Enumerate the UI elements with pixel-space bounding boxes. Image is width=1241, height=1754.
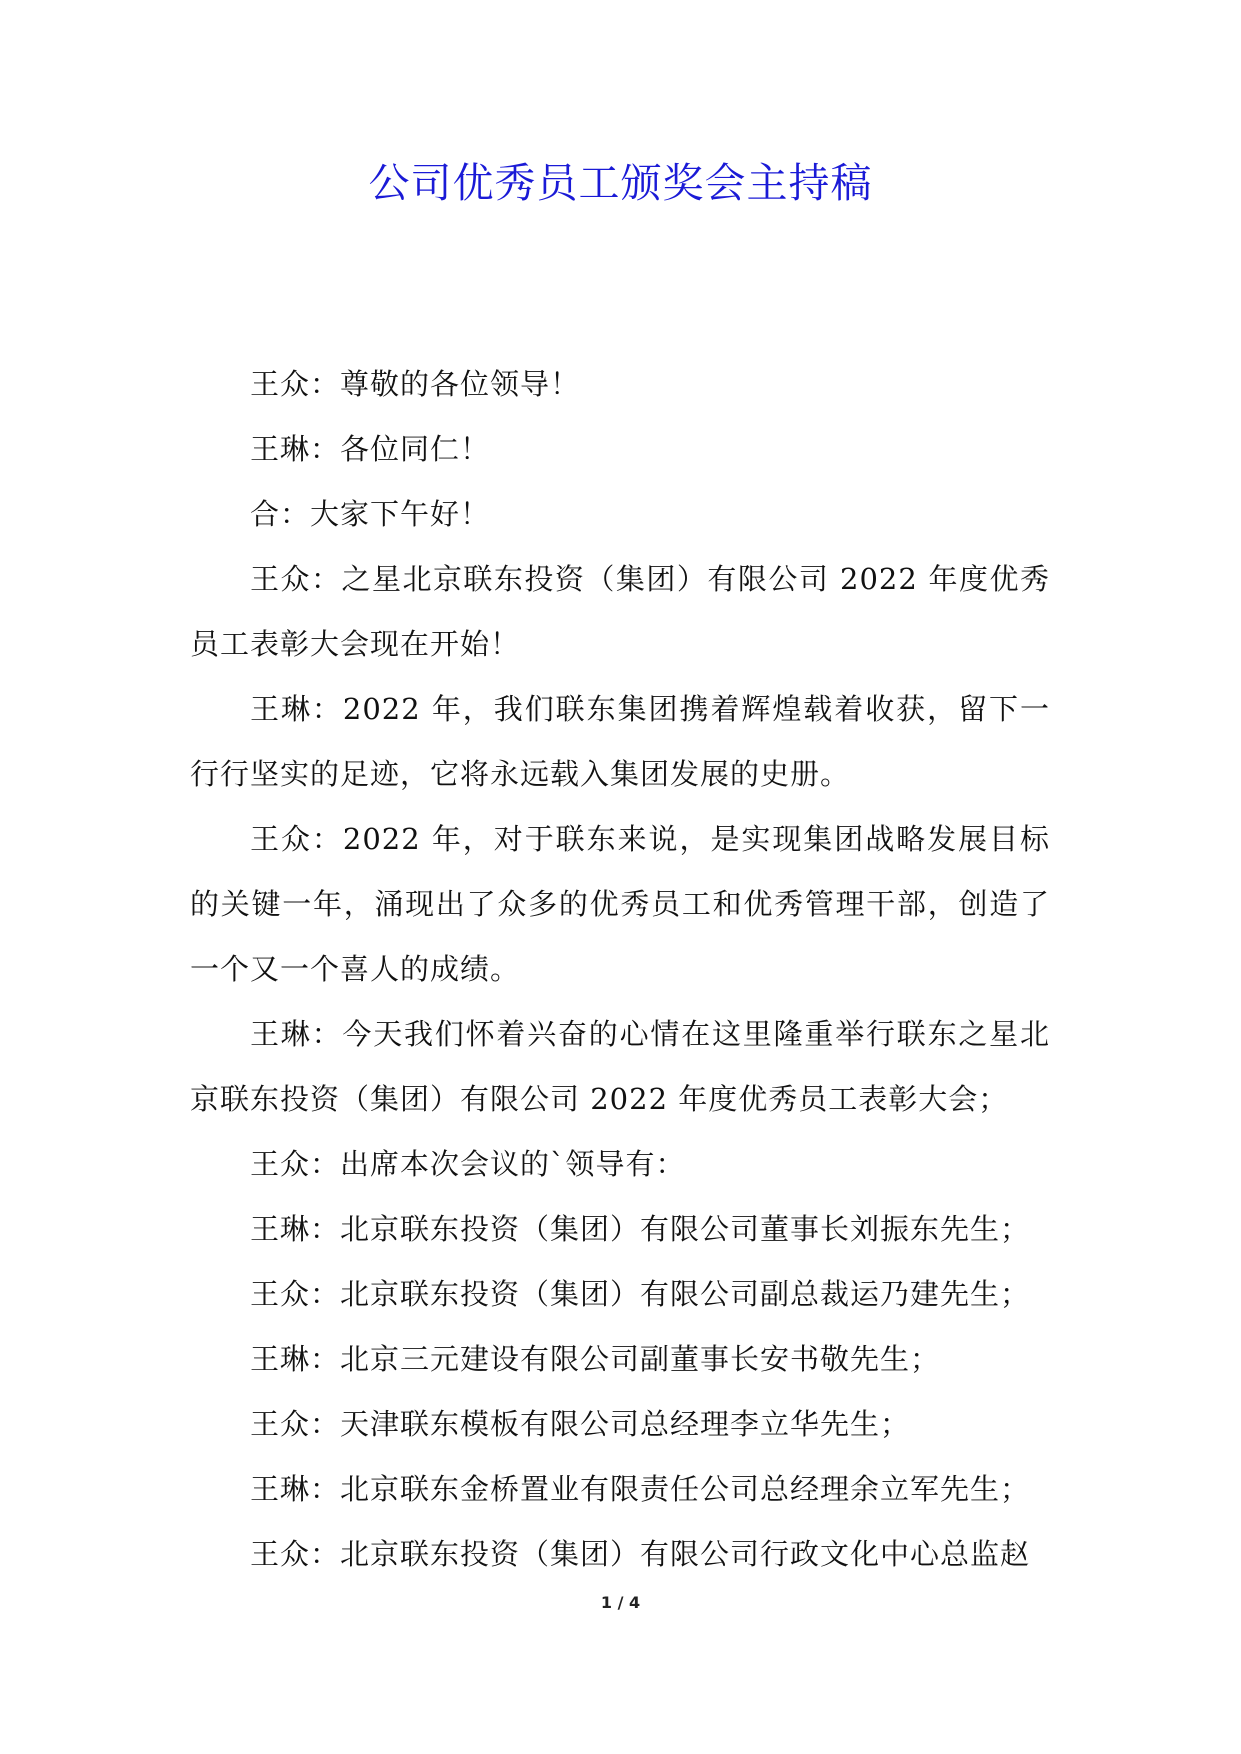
paragraph: 王众：天津联东模板有限公司总经理李立华先生； [250,1407,911,1441]
paragraph: 王众：之星北京联东投资（集团）有限公司 2022 年度优秀员工表彰大会现在开始！ [190,562,1050,661]
paragraph: 王琳：各位同仁！ [250,432,491,466]
document-body [190,352,1050,1587]
paragraph: 王琳：2022 年，我们联东集团携着辉煌载着收获，留下一行行坚实的足迹，它将永远载入集团发展的史册。 [190,692,1050,791]
paragraph: 王众：北京联东投资（集团）有限公司行政文化中心总监赵 [250,1537,1031,1571]
paragraph: 王琳：今天我们怀着兴奋的心情在这里隆重举行联东之星北京联东投资（集团）有限公司 2022 年度优秀员工表彰大会； [190,1017,1050,1116]
document-title: 公司优秀员工颁奖会主持稿 [368,159,873,207]
paragraph: 王琳：北京联东投资（集团）有限公司董事长刘振东先生； [250,1212,1031,1246]
paragraph: 王众：出席本次会议的`领导有： [250,1147,686,1181]
paragraph: 王琳：北京联东金桥置业有限责任公司总经理余立军先生； [250,1472,1031,1506]
paragraph: 合：大家下午好！ [250,497,491,531]
paragraph: 王众：尊敬的各位领导！ [250,367,581,401]
page-number: 1 / 4 [600,1593,641,1612]
paragraph: 王琳：北京三元建设有限公司副董事长安书敬先生； [250,1342,941,1376]
paragraph: 王众：2022 年，对于联东来说，是实现集团战略发展目标的关键一年，涌现出了众多的优秀员工和优秀管理干部，创造了一个又一个喜人的成绩。 [190,822,1050,986]
paragraph: 王众：北京联东投资（集团）有限公司副总裁运乃建先生； [250,1277,1031,1311]
